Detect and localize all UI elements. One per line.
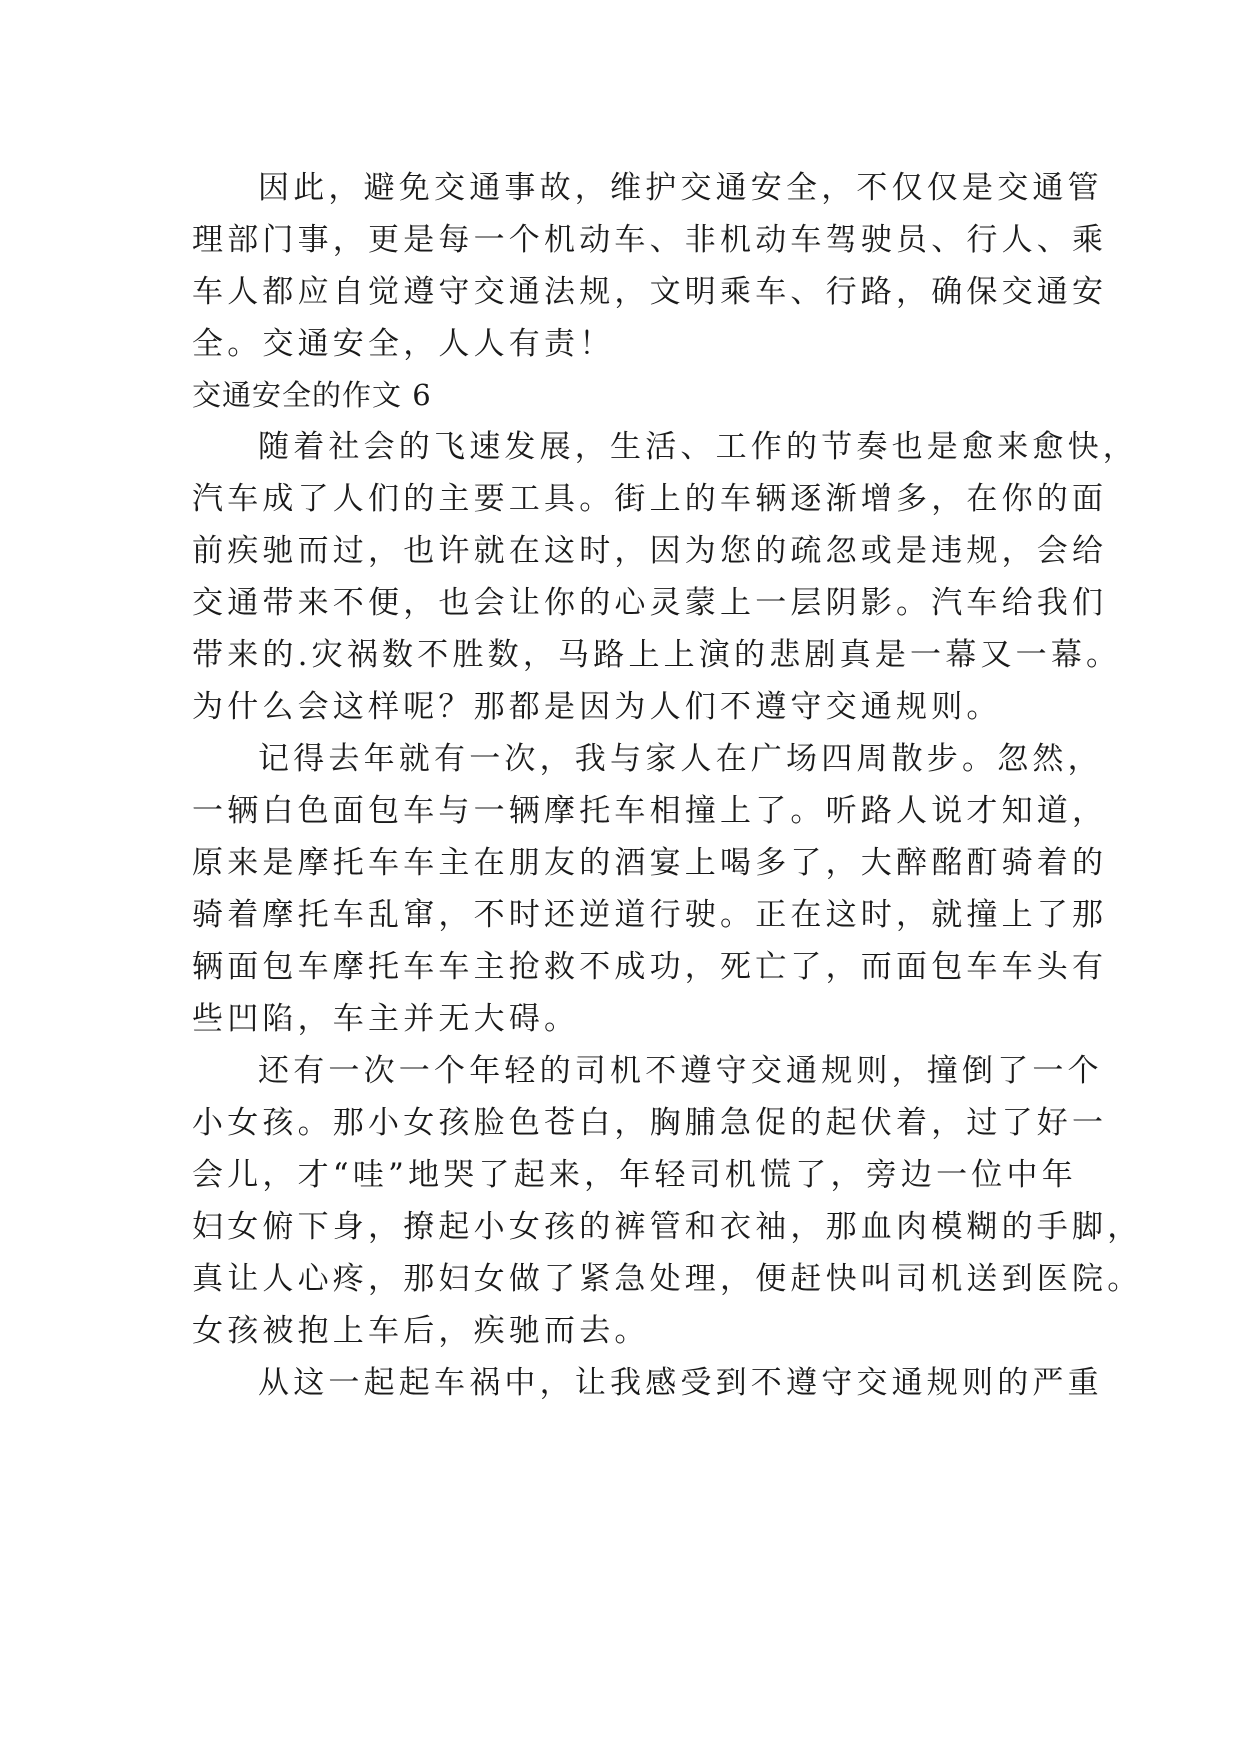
paragraph <box>192 421 1138 733</box>
text-line: 汽车成了人们的主要工具。街上的车辆逐渐增多，在你的面 <box>192 481 1108 517</box>
text-line: 前疾驰而过，也许就在这时，因为您的疏忽或是违规，会给 <box>192 533 1108 569</box>
text-line: 辆面包车摩托车车主抢救不成功，死亡了，而面包车车头有 <box>192 949 1108 985</box>
text-line: 真让人心疼，那妇女做了紧急处理，便赶快叫司机送到医院。 <box>192 1261 1143 1297</box>
text-line: 些凹陷，车主并无大碍。 <box>192 1001 580 1037</box>
text-line: 为什么会这样呢？那都是因为人们不遵守交通规则。 <box>192 689 1002 725</box>
text-line: 会儿，才“哇”地哭了起来，年轻司机慌了，旁边一位中年 <box>192 1157 1077 1193</box>
text-line: 从这一起起车祸中，让我感受到不遵守交通规则的严重 <box>258 1365 1103 1401</box>
text-line: 小女孩。那小女孩脸色苍白，胸脯急促的起伏着，过了好一 <box>192 1105 1108 1141</box>
paragraph <box>192 1357 1103 1409</box>
text-line: 车人都应自觉遵守交通法规，文明乘车、行路，确保交通安 <box>192 274 1108 310</box>
text-line: 还有一次一个年轻的司机不遵守交通规则，撞倒了一个 <box>258 1053 1103 1089</box>
text-line: 理部门事，更是每一个机动车、非机动车驾驶员、行人、乘 <box>192 222 1108 258</box>
text-line: 交通带来不便，也会让你的心灵蒙上一层阴影。汽车给我们 <box>192 585 1108 621</box>
text-line: 全。交通安全，人人有责！ <box>192 326 615 362</box>
paragraph <box>192 1045 1143 1357</box>
document-body <box>192 162 1143 1409</box>
text-line: 一辆白色面包车与一辆摩托车相撞上了。听路人说才知道， <box>192 793 1108 829</box>
text-line: 随着社会的飞速发展，生活、工作的节奏也是愈来愈快， <box>258 429 1138 465</box>
text-line: 因此，避免交通事故，维护交通安全，不仅仅是交通管 <box>258 170 1103 206</box>
paragraph <box>192 733 1108 1045</box>
text-line: 原来是摩托车车主在朋友的酒宴上喝多了，大醉酩酊骑着的 <box>192 845 1108 881</box>
text-line: 记得去年就有一次，我与家人在广场四周散步。忽然， <box>258 741 1103 777</box>
text-line: 女孩被抱上车后，疾驰而去。 <box>192 1313 650 1349</box>
text-line: 妇女俯下身，撩起小女孩的裤管和衣袖，那血肉模糊的手脚， <box>192 1209 1143 1245</box>
text-line: 带来的.灾祸数不胜数，马路上上演的悲剧真是一幕又一幕。 <box>192 637 1122 673</box>
paragraph <box>192 162 1108 370</box>
section-heading: 交通安全的作文 6 <box>192 378 432 412</box>
text-line: 骑着摩托车乱窜，不时还逆道行驶。正在这时，就撞上了那 <box>192 897 1108 933</box>
